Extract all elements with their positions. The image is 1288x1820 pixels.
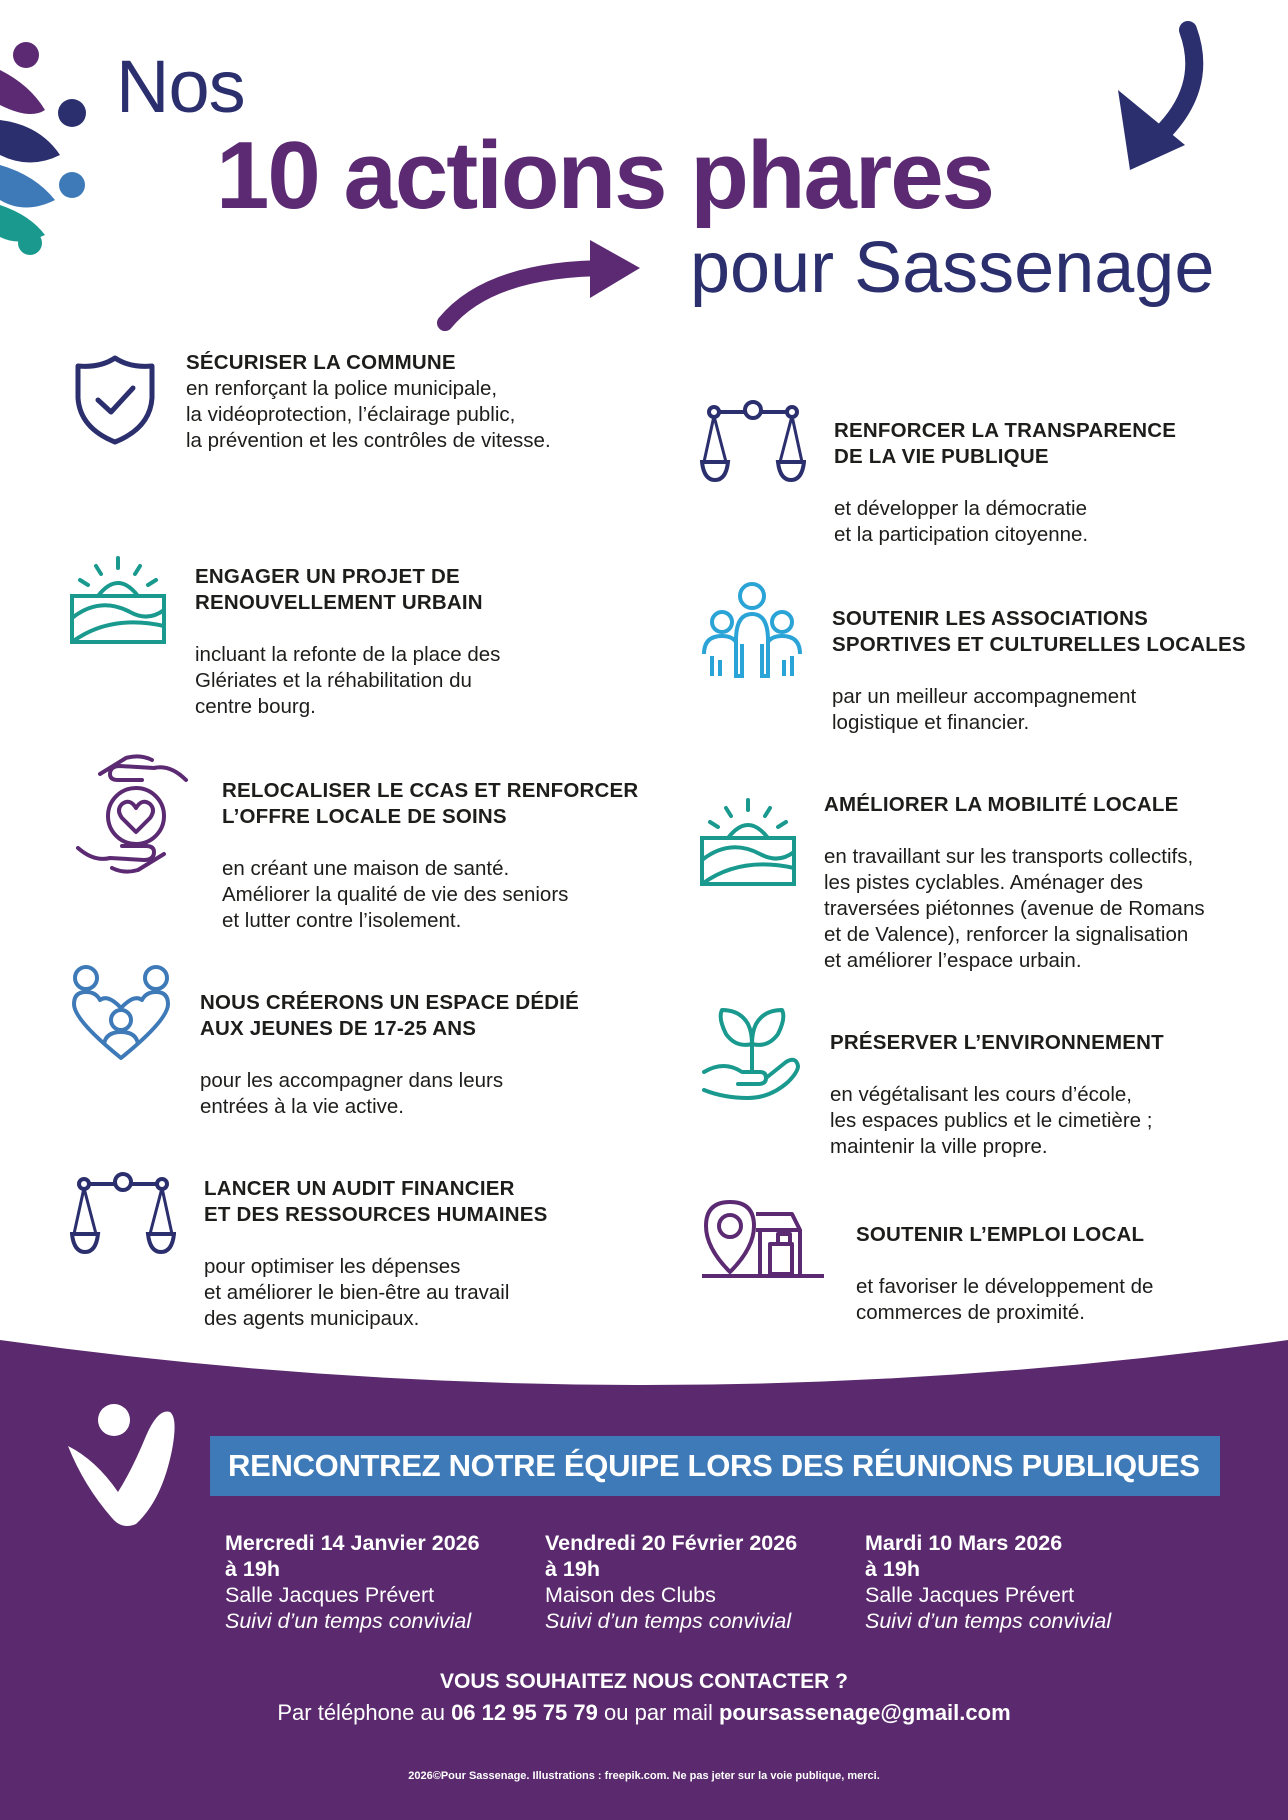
action-6	[824, 766, 1274, 1000]
meeting-3-place: Salle Jacques Prévert	[865, 1583, 1075, 1607]
meeting-1-time: à 19h	[225, 1557, 280, 1581]
meeting-3-time: à 19h	[865, 1557, 920, 1581]
header-line-1: Nos	[116, 45, 245, 128]
action-5	[222, 752, 642, 960]
header-line-3: pour Sassenage	[690, 228, 1215, 308]
action-7	[200, 964, 640, 1146]
meeting-2-note: Suivi d’un temps convivial	[545, 1609, 792, 1633]
action-2-title: RENFORCER LA TRANSPARENCE DE LA VIE PUBLIQUE	[834, 419, 1177, 468]
meeting-2	[545, 1530, 845, 1634]
action-4-title: SOUTENIR LES ASSOCIATIONS SPORTIVES ET CULTURELLES LOCALES	[832, 607, 1246, 656]
meeting-2-place: Maison des Clubs	[545, 1583, 716, 1607]
action-5-desc: en créant une maison de santé. Améliorer la qualité de vie des seniors et lutter contre l’isolement.	[222, 857, 569, 932]
action-3-desc: incluant la refonte de la place des Glériates et la réhabilitation du centre bourg.	[195, 643, 501, 718]
contact-prefix: Par téléphone au	[277, 1700, 445, 1725]
family-heart-icon	[70, 964, 172, 1062]
contact-phone[interactable]: 06 12 95 75 79	[451, 1700, 598, 1725]
action-10-title: SOUTENIR L’EMPLOI LOCAL	[856, 1223, 1145, 1246]
action-4-desc: par un meilleur accompagnement logistique et financier.	[832, 685, 1137, 734]
group-people-icon	[700, 580, 804, 680]
meeting-3-note: Suivi d’un temps convivial	[865, 1609, 1112, 1633]
meeting-3	[865, 1530, 1165, 1634]
action-8-title: PRÉSERVER L’ENVIRONNEMENT	[830, 1031, 1164, 1054]
logo-dots-decoration	[0, 25, 100, 265]
action-3	[195, 538, 635, 746]
copyright: 2026©Pour Sassenage. Illustrations : freepik.com. Ne pas jeter sur la voie publique, merci.	[408, 1770, 880, 1782]
action-6-title: AMÉLIORER LA MOBILITÉ LOCALE	[824, 793, 1179, 816]
meeting-2-time: à 19h	[545, 1557, 600, 1581]
landscape-sunrise-icon	[70, 556, 166, 646]
curved-arrow-icon	[430, 228, 660, 338]
contact-title: VOUS SOUHAITEZ NOUS CONTACTER ?	[440, 1670, 848, 1693]
action-2	[834, 392, 1274, 574]
down-arrow-icon	[1100, 20, 1220, 180]
contact-email[interactable]: poursassenage@gmail.com	[718, 1700, 1011, 1725]
hands-heart-icon	[70, 752, 194, 876]
contact-mid: ou par mail	[604, 1700, 713, 1725]
hand-plant-icon	[700, 1006, 802, 1102]
meeting-1-date: Mercredi 14 Janvier 2026	[225, 1531, 480, 1555]
action-1-title: SÉCURISER LA COMMUNE	[186, 351, 456, 374]
landscape-sunrise-icon-2	[700, 798, 796, 888]
page-title: 10 actions phares	[216, 122, 994, 229]
scales-icon-2	[70, 1170, 176, 1260]
action-8	[830, 1004, 1280, 1186]
action-7-desc: pour les accompagner dans leurs entrées à la vie active.	[200, 1069, 504, 1118]
action-5-title: RELOCALISER LE CCAS ET RENFORCER L’OFFRE LOCALE DE SOINS	[222, 779, 639, 828]
action-3-title: ENGAGER UN PROJET DE RENOUVELLEMENT URBAIN	[195, 565, 483, 614]
meeting-2-date: Vendredi 20 Février 2026	[545, 1531, 798, 1555]
action-6-desc: en travaillant sur les transports collectifs, les pistes cyclables. Aménager des traversées piétonnes (avenue de Romans et de Valence), renforcer la signalisation et améliorer l’espace urbain.	[824, 845, 1205, 972]
action-9-desc: pour optimiser les dépenses et améliorer le bien-être au travail des agents municipaux.	[204, 1255, 510, 1330]
meeting-1-note: Suivi d’un temps convivial	[225, 1609, 472, 1633]
person-logo-icon	[66, 1400, 186, 1530]
action-4	[832, 580, 1282, 762]
shield-check-icon	[70, 352, 160, 448]
meetings-banner: RENCONTREZ NOTRE ÉQUIPE LORS DES RÉUNIONS PUBLIQUES	[210, 1436, 1220, 1496]
contact-line	[0, 1700, 1288, 1726]
meeting-1-place: Salle Jacques Prévert	[225, 1583, 435, 1607]
action-9-title: LANCER UN AUDIT FINANCIER ET DES RESSOURCES HUMAINES	[204, 1177, 548, 1226]
action-1	[186, 350, 626, 454]
meeting-3-date: Mardi 10 Mars 2026	[865, 1531, 1063, 1555]
action-10-desc: et favoriser le développement de commerces de proximité.	[856, 1275, 1154, 1324]
action-8-desc: en végétalisant les cours d’école, les espaces publics et le cimetière ; maintenir la ville propre.	[830, 1083, 1153, 1158]
location-shop-icon	[700, 1196, 826, 1280]
action-2-desc: et développer la démocratie et la participation citoyenne.	[834, 497, 1089, 546]
scales-icon	[700, 398, 806, 488]
action-7-title: NOUS CRÉERONS UN ESPACE DÉDIÉ AUX JEUNES DE 17-25 ANS	[200, 991, 580, 1040]
action-1-desc: en renforçant la police municipale, la vidéoprotection, l’éclairage public, la prévention et les contrôles de vitesse.	[186, 377, 551, 452]
meeting-1	[225, 1530, 525, 1634]
